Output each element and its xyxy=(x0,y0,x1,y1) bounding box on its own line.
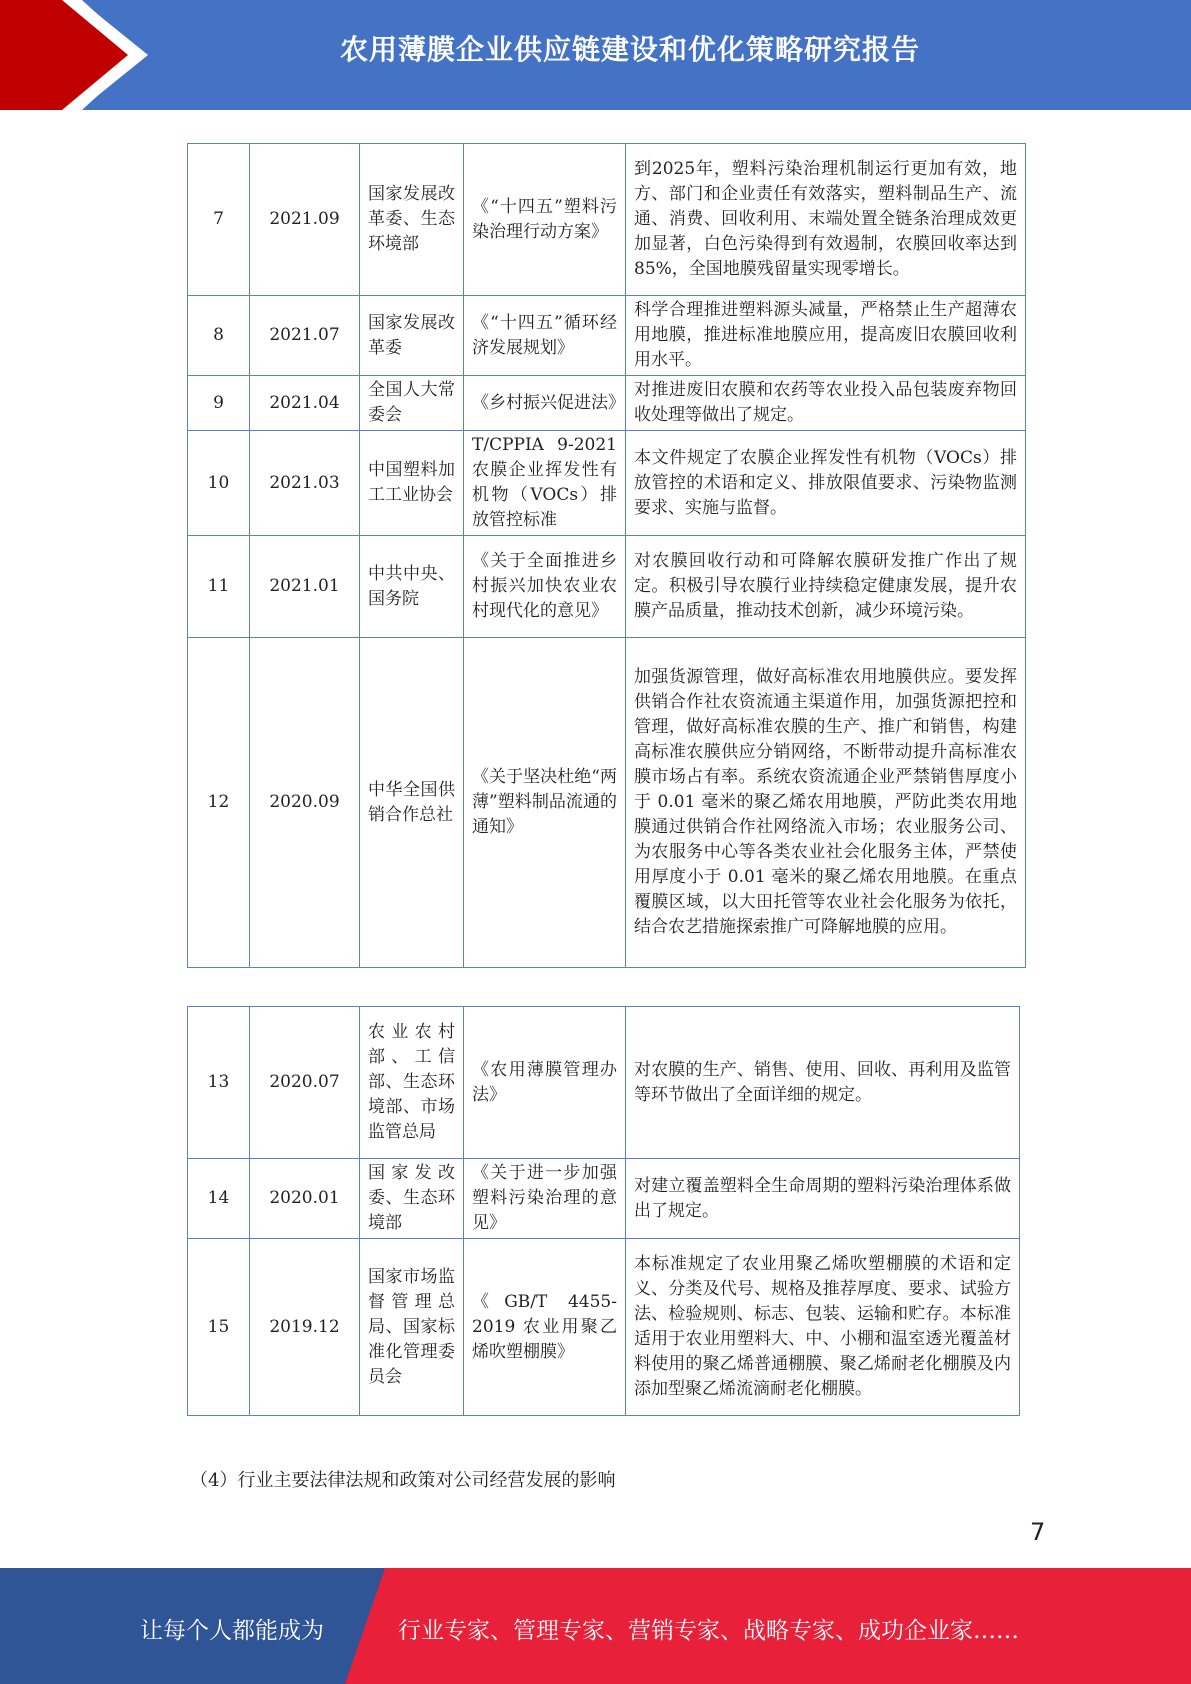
policy-content: 科学合理推进塑料源头减量，严格禁止生产超薄农用地膜，推进标准地膜应用，提高废旧农膜回收利用水平。 xyxy=(626,296,1026,376)
table-row xyxy=(188,1007,1020,1159)
table-row xyxy=(188,536,1026,638)
row-number: 13 xyxy=(188,1007,250,1159)
row-number: 14 xyxy=(188,1159,250,1239)
policy-name: 《“十四五”塑料污染治理行动方案》 xyxy=(464,144,626,296)
policy-table-2 xyxy=(187,1006,1020,1416)
policy-name: 《关于全面推进乡村振兴加快农业农村现代化的意见》 xyxy=(464,536,626,638)
issuing-department: 中华全国供销合作总社 xyxy=(360,638,464,968)
policy-name: 《GB/T 4455-2019 农业用聚乙烯吹塑棚膜》 xyxy=(464,1239,626,1416)
issue-date: 2020.09 xyxy=(250,638,360,968)
page-number: 7 xyxy=(1030,1518,1046,1546)
policy-name: 《关于进一步加强塑料污染治理的意见》 xyxy=(464,1159,626,1239)
table-row xyxy=(188,144,1026,296)
policy-name: 《关于坚决杜绝“两薄”塑料制品流通的通知》 xyxy=(464,638,626,968)
issue-date: 2021.01 xyxy=(250,536,360,638)
issuing-department: 国家发改委、生态环境部 xyxy=(360,1159,464,1239)
report-title: 农用薄膜企业供应链建设和优化策略研究报告 xyxy=(339,33,920,66)
table-row xyxy=(188,1159,1020,1239)
policy-content: 到2025年，塑料污染治理机制运行更加有效，地方、部门和企业责任有效落实，塑料制品生产、流通、消费、回收利用、末端处置全链条治理成效更加显著，白色污染得到有效遏制，农膜回收率达到 85%，全国地膜残留量实现零增长。 xyxy=(626,144,1026,296)
header-banner xyxy=(0,0,1191,110)
issuing-department: 中共中央、国务院 xyxy=(360,536,464,638)
policy-content: 加强货源管理，做好高标准农用地膜供应。要发挥供销合作社农资流通主渠道作用，加强货源把控和管理，做好高标准农膜的生产、推广和销售，构建高标准农膜供应分销网络，不断带动提升高标准农膜市场占有率。系统农资流通企业严禁销售厚度小于 0.01 毫米的聚乙烯农用地膜，严防此类农用地膜通过供销合作社网络流入市场；农业服务公司、为农服务中心等各类农业社会化服务主体，严禁使用厚度小于 0.01 毫米的聚乙烯农用地膜。在重点覆膜区域，以大田托管等农业社会化服务为依托，结合农艺措施探索推广可降解地膜的应用。 xyxy=(626,638,1026,968)
table-row xyxy=(188,638,1026,968)
issue-date: 2021.04 xyxy=(250,376,360,431)
row-number: 15 xyxy=(188,1239,250,1416)
policy-content: 对农膜回收行动和可降解农膜研发推广作出了规定。积极引导农膜行业持续稳定健康发展，提升农膜产品质量，推动技术创新，减少环境污染。 xyxy=(626,536,1026,638)
table-row xyxy=(188,296,1026,376)
table-row xyxy=(188,431,1026,536)
policy-name: T/CPPIA 9-2021 农膜企业挥发性有机物（VOCs）排放管控标准 xyxy=(464,431,626,536)
policy-table-1 xyxy=(187,143,1026,968)
issuing-department: 全国人大常委会 xyxy=(360,376,464,431)
issue-date: 2021.09 xyxy=(250,144,360,296)
issuing-department: 国家发展改革委、生态环境部 xyxy=(360,144,464,296)
issuing-department: 中国塑料加工工业协会 xyxy=(360,431,464,536)
row-number: 10 xyxy=(188,431,250,536)
issue-date: 2019.12 xyxy=(250,1239,360,1416)
row-number: 9 xyxy=(188,376,250,431)
row-number: 8 xyxy=(188,296,250,376)
policy-name: 《乡村振兴促进法》 xyxy=(464,376,626,431)
table-row xyxy=(188,376,1026,431)
section-heading: （4）行业主要法律法规和政策对公司经营发展的影响 xyxy=(190,1470,616,1491)
issue-date: 2021.03 xyxy=(250,431,360,536)
issuing-department: 国家市场监督管理总局、国家标准化管理委员会 xyxy=(360,1239,464,1416)
issue-date: 2021.07 xyxy=(250,296,360,376)
policy-name: 《“十四五”循环经济发展规划》 xyxy=(464,296,626,376)
policy-content: 本标准规定了农业用聚乙烯吹塑棚膜的术语和定义、分类及代号、规格及推荐厚度、要求、试验方法、检验规则、标志、包装、运输和贮存。本标准适用于农业用塑料大、中、小棚和温室透光覆盖材料使用的聚乙烯普通棚膜、聚乙烯耐老化棚膜及内添加型聚乙烯流滴耐老化棚膜。 xyxy=(626,1239,1020,1416)
issue-date: 2020.07 xyxy=(250,1007,360,1159)
policy-content: 本文件规定了农膜企业挥发性有机物（VOCs）排放管控的术语和定义、排放限值要求、污染物监测要求、实施与监督。 xyxy=(626,431,1026,536)
policy-name: 《农用薄膜管理办法》 xyxy=(464,1007,626,1159)
policy-content: 对建立覆盖塑料全生命周期的塑料污染治理体系做出了规定。 xyxy=(626,1159,1020,1239)
issue-date: 2020.01 xyxy=(250,1159,360,1239)
policy-content: 对农膜的生产、销售、使用、回收、再利用及监管等环节做出了全面详细的规定。 xyxy=(626,1007,1020,1159)
footer-slogan-right: 行业专家、管理专家、营销专家、战略专家、成功企业家…… xyxy=(398,1618,1019,1644)
issuing-department: 农业农村部、工信部、生态环境部、市场监管总局 xyxy=(360,1007,464,1159)
policy-content: 对推进废旧农膜和农药等农业投入品包装废弃物回收处理等做出了规定。 xyxy=(626,376,1026,431)
footer-slogan-left: 让每个人都能成为 xyxy=(140,1618,324,1644)
row-number: 12 xyxy=(188,638,250,968)
row-number: 11 xyxy=(188,536,250,638)
issuing-department: 国家发展改革委 xyxy=(360,296,464,376)
row-number: 7 xyxy=(188,144,250,296)
table-row xyxy=(188,1239,1020,1416)
